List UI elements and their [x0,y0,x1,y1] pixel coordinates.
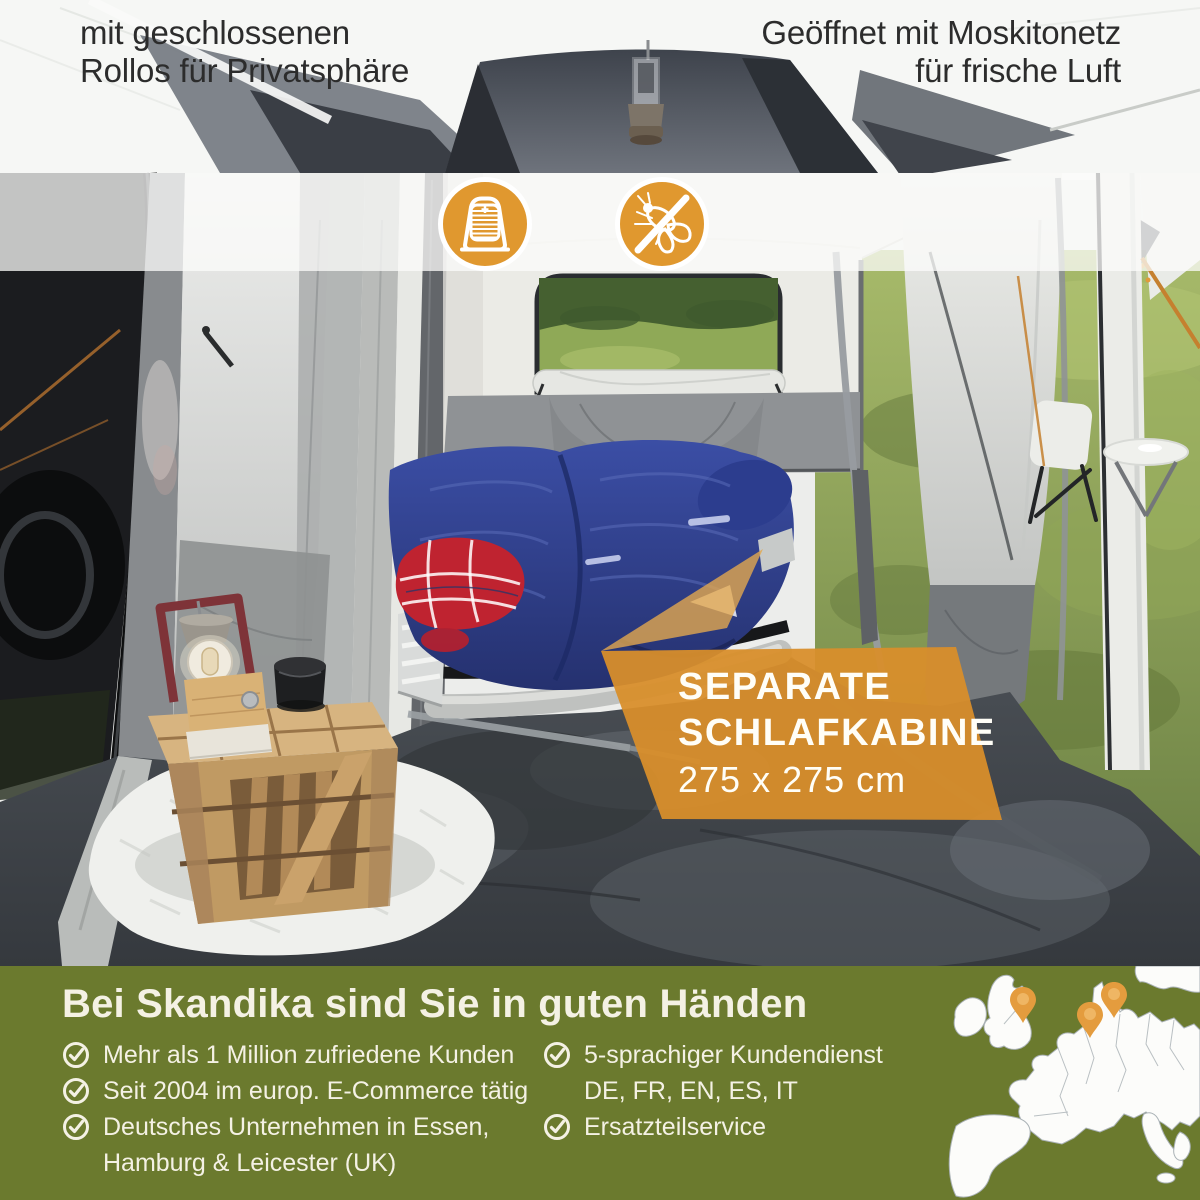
check-icon [543,1041,571,1069]
check-icon [62,1077,90,1105]
callout-text [678,664,1008,802]
footer-benefit-text: Ersatzteilservice [584,1113,766,1141]
speaker [274,657,326,712]
feature-band [0,173,1200,271]
footer-benefit-support [543,1040,883,1070]
feature-text-mosquito-line1: Geöffnet mit Moskitonetz [761,14,1121,51]
check-icon [62,1113,90,1141]
closed-blind-window-icon [437,176,533,272]
footer-benefit-german-company-line2: Hamburg & Leicester (UK) [103,1149,397,1177]
footer-benefit-spare-parts [543,1112,766,1142]
feature-text-mosquito-line2: für frische Luft [915,52,1121,89]
no-mosquito-icon [614,176,710,272]
footer-benefit-text: Seit 2004 im europ. E-Commerce tätig [103,1077,529,1105]
feature-text-blinds-line2: Rollos für Privatsphäre [80,52,410,89]
feature-text-mosquito [761,14,1121,90]
footer-benefit-customers [62,1040,514,1070]
europe-map [928,966,1200,1200]
footer-benefit-text: Deutsches Unternehmen in Essen, [103,1113,490,1141]
check-icon [543,1113,571,1141]
callout-line1: SEPARATE [678,666,892,708]
brand-footer [0,966,1200,1200]
footer-benefit-text: 5-sprachiger Kundendienst [584,1041,883,1069]
footer-benefit-since-2004 [62,1076,528,1106]
footer-title: Bei Skandika sind Sie in guten Händen [62,982,808,1026]
footer-benefit-support-line2: DE, FR, EN, ES, IT [584,1077,798,1105]
feature-text-blinds-line1: mit geschlossenen [80,14,350,51]
footer-benefit-german-company [62,1112,489,1142]
feature-text-blinds [80,14,409,90]
callout-line2: SCHLAFKABINE [678,712,996,754]
callout-dimensions: 275 x 275 cm [678,759,907,800]
check-icon [62,1041,90,1069]
footer-benefit-text: Mehr als 1 Million zufriedene Kunden [103,1041,515,1069]
